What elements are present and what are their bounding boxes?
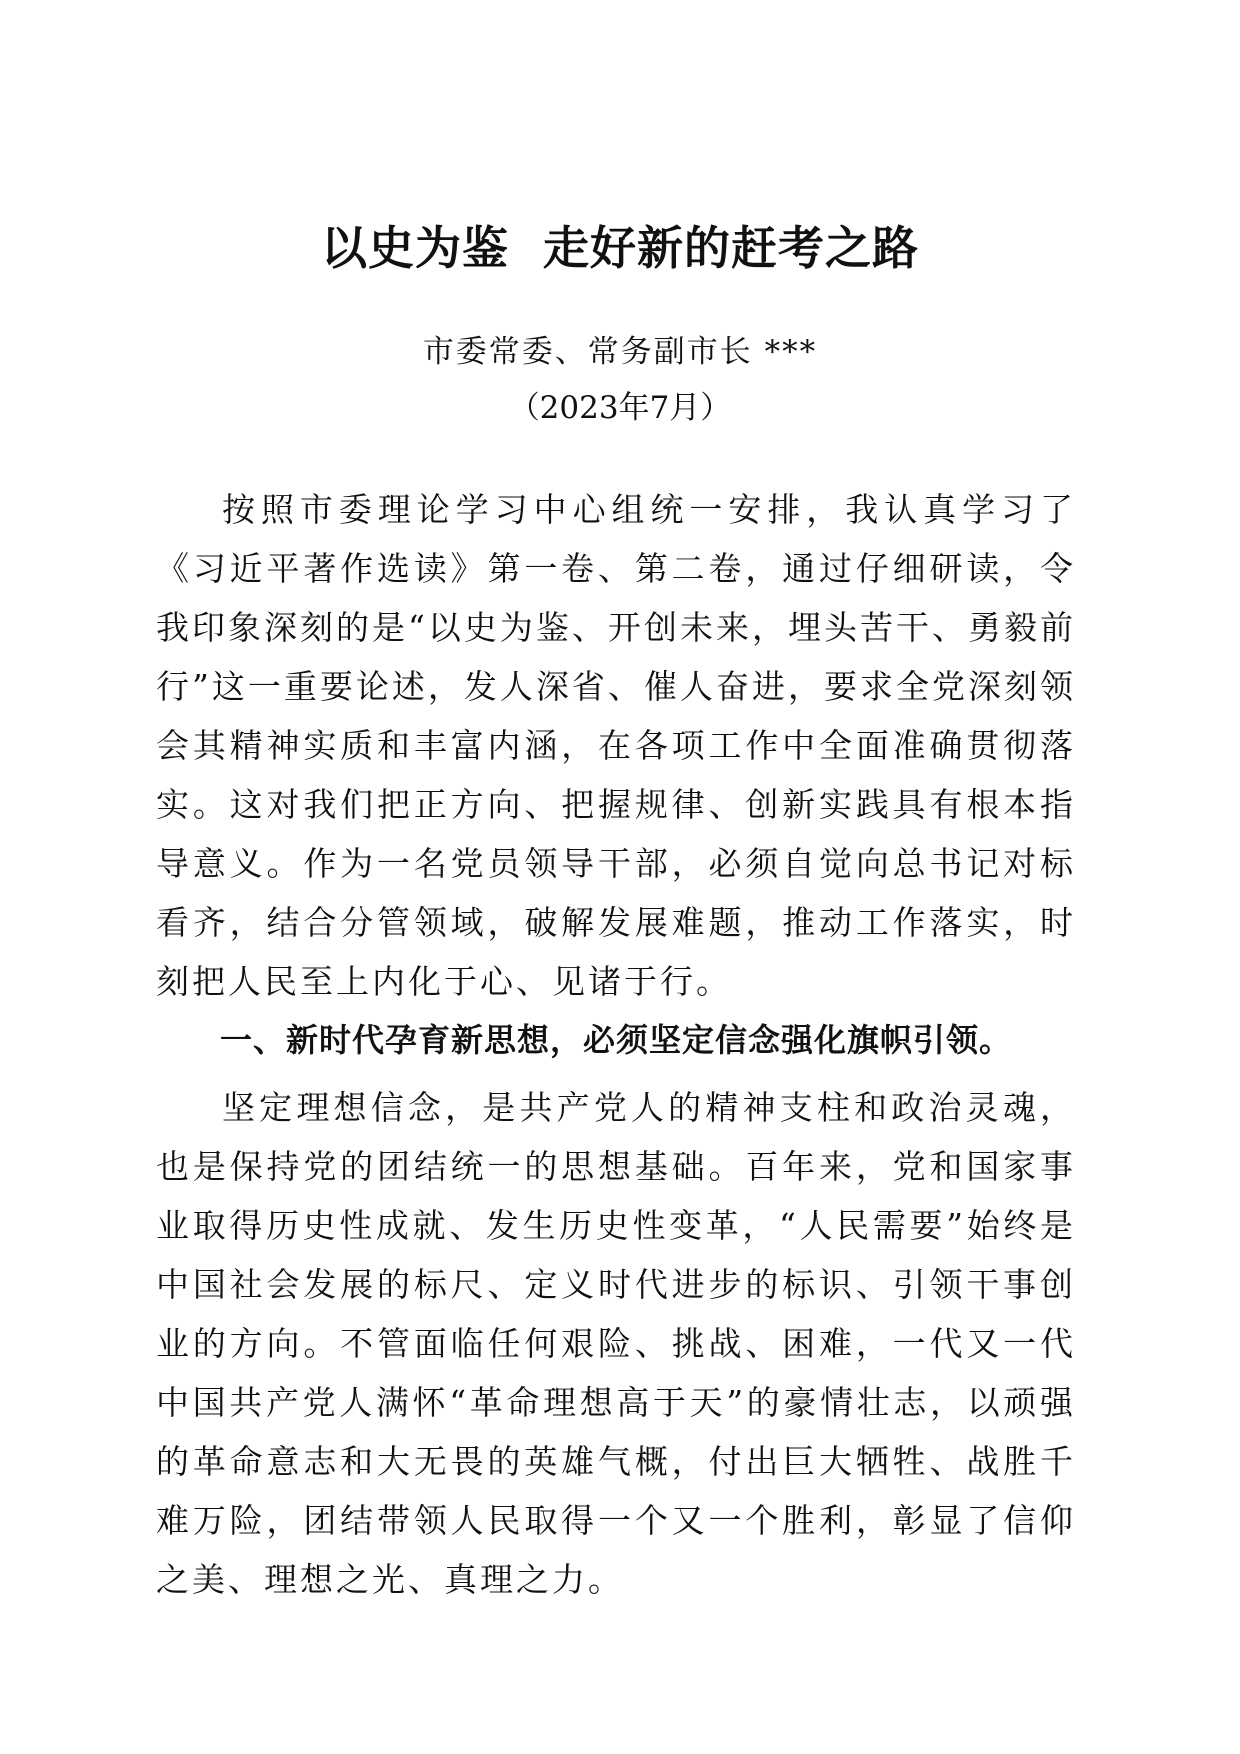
document-title: 以史为鉴 走好新的赶考之路 [320, 221, 920, 275]
document-body [156, 480, 1076, 1609]
body-paragraph: 坚定理想信念，是共产党人的精神支柱和政治灵魂，也是保持党的团结统一的思想基础。百年来，党和国家事业取得历史性成就、发生历史性变革，“人民需要”始终是中国社会发展的标尺、定义时代进步的标识、引领干事创业的方向。不管面临任何艰险、挑战、困难，一代又一代中国共产党人满怀“革命理想高于天”的豪情壮志，以顽强的革命意志和大无畏的英雄气概，付出巨大牺牲、战胜千难万险，团结带领人民取得一个又一个胜利，彰显了信仰之美、理想之光、真理之力。 [156, 1088, 1076, 1599]
date-line: （2023年7月） [508, 390, 732, 426]
intro-paragraph: 按照市委理论学习中心组统一安排，我认真学习了《习近平著作选读》第一卷、第二卷，通过仔细研读，令我印象深刻的是“以史为鉴、开创未来，埋头苦干、勇毅前行”这一重要论述，发人深省、催人奋进，要求全党深刻领会其精神实质和丰富内涵，在各项工作中全面准确贯彻落实。这对我们把正方向、把握规律、创新实践具有根本指导意义。作为一名党员领导干部，必须自觉向总书记对标看齐，结合分管领域，破解发展难题，推动工作落实，时刻把人民至上内化于心、见诸于行。 [156, 490, 1076, 1001]
section-heading: 一、新时代孕育新思想，必须坚定信念强化旗帜引领。 [220, 1021, 1013, 1059]
author-line: 市委常委、常务副市长 *** [422, 334, 818, 370]
